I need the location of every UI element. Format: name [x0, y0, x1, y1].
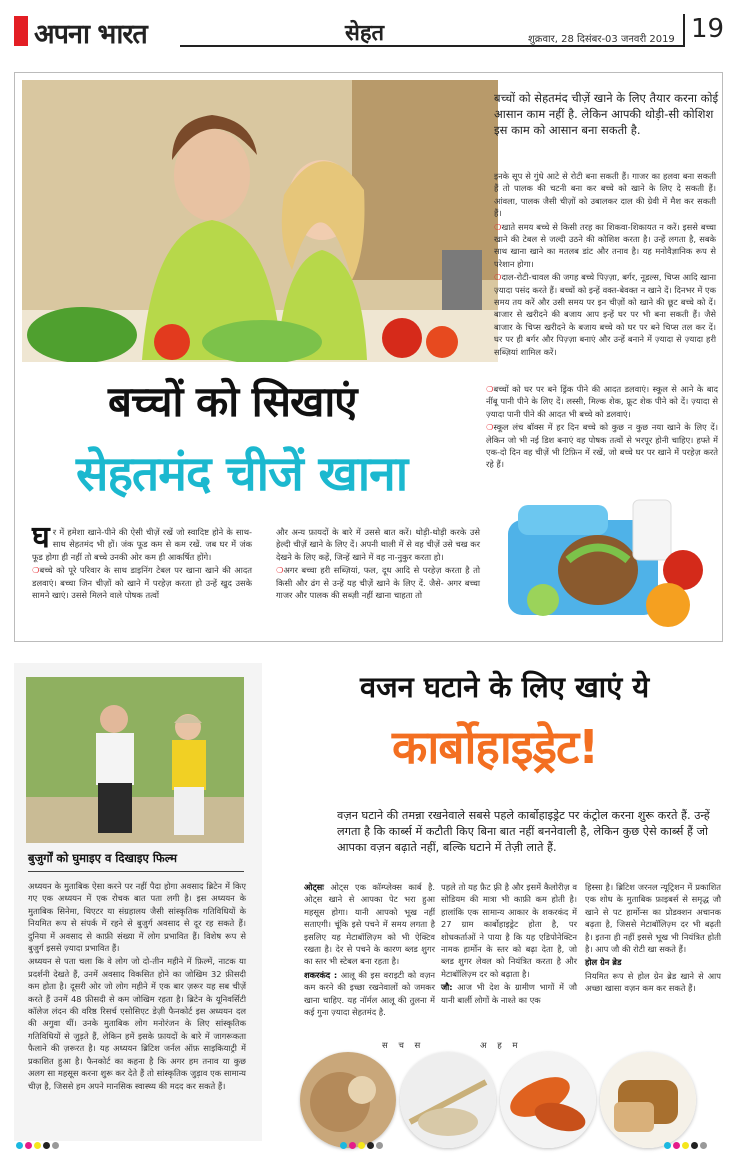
article1-paragraph: ❍बच्चों को घर पर बने ड्रिंक पीने की आदत डलवाएं। स्कूल से आने के बाद नींबू पानी पीने के लिए दें। लस्सी, मिल्क शेक, फ्रूट शेक पीने को दें। ज़्यादा से ज़्यादा पानी पीने की आदत भी बच्चे को डलवाएं।: [486, 384, 718, 419]
drop-cap: घ: [32, 520, 50, 555]
article1-paragraph: और अन्य फ़ायदों के बारे में उससे बात करें। थोड़ी-थोड़ी करके उसे हेल्दी चीज़ें खाने के लिए दें। अपनी थाली में से वह चीज़ें उसे चख कर देखने के लिए कहें, जिन्हें खाने में वह ना-नुकुर करता हो।: [276, 527, 480, 562]
sweet-potato-photo: [500, 1052, 596, 1148]
sidebar-subhead: बुजुर्गों को घुमाइए व दिखाइए फिल्म: [28, 851, 178, 865]
mother-daughter-photo: [22, 80, 498, 362]
issue-date: शुक्रवार, 28 दिसंबर-03 जनवरी 2019: [528, 34, 675, 45]
article1-paragraph: ❍बच्चे को पूरे परिवार के साथ डाइनिंग टेबल पर खाना खाने की आदत डलवाएं। बच्चा जिन चीज़ों को खाने में परहेज़ करता हो उन्हें खुद उसके सामने खाएं। उससे मिलने वाले पोषक तत्वों: [32, 565, 252, 601]
section-name: सेहत: [345, 20, 385, 46]
article2-headline-line2: कार्बोहाइड्रेट!: [392, 720, 599, 774]
article1-right-column-bottom: [486, 383, 718, 472]
article1-headline-line2: सेहतमंद चीजें खाना: [76, 446, 408, 502]
article1-paragraph: ❍अगर बच्चा हरी सब्ज़ियां, फल, दूध आदि से परहेज़ करता है तो किसी और ढंग से उन्हें यह चीज़ें खाने के लिए दें. जैसे- अगर बच्चा गाजर और पालक की सब्ज़ी नहीं खाना चाहता तो: [276, 565, 480, 601]
food-caption-2: अ ह म: [480, 1041, 522, 1051]
article1-paragraph: ❍स्कूल लंच बॉक्स में हर दिन बच्चे को कुछ न कुछ नया खाने के लिए दें। लेकिन जो भी नई डिश बनाएं वह पोषक तत्वों से भरपूर होनी चाहिए। हफ्ते में एक-दो दिन वह चीज़ें भी टिफ़िन में रखें, जो बच्चे घर पर खाने में परहेज़ करते रहे हैं।: [486, 422, 718, 470]
sidebar-text: [28, 880, 246, 1093]
article2-column-2: [441, 881, 577, 1007]
sidebar-paragraph: अध्ययन के मुताबिक ऐसा करने पर नहीं पैदा होगा अवसाद ब्रिटेन में किए गए एक अध्ययन में एक रोचक बात पता लगी है। इस अध्ययन के मुताबिक सिनेमा, थिएटर या संग्रहालय जैसी सांस्कृतिक गतिविधियों के नियमित रूप से संपर्क में रहने से बुजुर्ग अवसाद से दूर रह सकते हैं। दुनिया में अवसाद से काफ़ी संख्या में लोग प्रभावित हैं। विशेष रूप से बुजुर्ग इससे ज़्यादा प्रभावित हैं।: [28, 881, 246, 954]
article2-paragraph: ओट्सः ओट्स एक कॉम्प्लेक्स कार्ब है. ओट्स खाने से आपका पेट भरा हुआ महसूस होगा। यानी आपको भूख नहीं सताएगी। चूंकि इसे पचने में समय लगता है इसलिए यह मेटाबॉलिज़्म को भी ऐक्टिव रखता है। देर से पचने के कारण ब्लड शुगर का स्तर भी स्टेबल बना रहता है।: [304, 882, 436, 967]
lunchbox-photo: [498, 490, 720, 640]
masthead-brand: अपना भारत: [34, 19, 147, 50]
registration-marks: [340, 1142, 383, 1149]
article1-paragraph: ❍खाते समय बच्चे से किसी तरह का शिकवा-शिकायत न करें। इससे बच्चा खाने की टेबल से जल्दी उठने की कोशिश करता है। उन्हें लगता है, सबके साथ खाना खाने का मतलब डांट और तनाव है। यह मनोवैज्ञानिक रूप से परेशान होगा।: [494, 221, 716, 269]
bullet-icon: ❍: [494, 272, 502, 283]
bullet-icon: ❍: [486, 422, 494, 433]
bullet-icon: ❍: [486, 384, 494, 394]
bullet-icon: ❍: [276, 565, 284, 576]
article2-paragraph: नियमित रूप से होल ग्रेन ब्रेड खाने से आप अच्छा खासा वज़न कम कर सकते हैं।: [585, 970, 721, 994]
page-number: 19: [691, 14, 725, 44]
article2-paragraph: हिस्सा है। ब्रिटिश जरनल न्यूट्रिशन में प्रकाशित एक शोध के मुताबिक फ़ाइबर्स से समृद्ध जौ खाने से पट हार्मोन्स का प्रोडक्शन अचानक बढ़ता है, जिससे मेटाबॉलिज़्म दर भी बढ़ती है। इतना ही नहीं इससे भूख भी नियंत्रित होती है। आप जौ की रोटी खा सकते हैं।: [585, 882, 721, 955]
bullet-icon: ❍: [32, 565, 40, 576]
header-divider: [683, 14, 685, 46]
page-header: [0, 0, 737, 52]
food-caption-1: स च स: [382, 1041, 425, 1051]
brand-red-block: [14, 16, 28, 46]
bullet-icon: ❍: [494, 221, 502, 232]
oats-photo: [300, 1052, 396, 1148]
article1-paragraph: इनके सूप से गुंधे आटे से रोटी बना सकती हैं। गाजर का हलवा बना सकती हैं तो पालक की चटनी बना कर बच्चे को खाने के लिए दे सकती हैं। आंवला, पालक जैसी चीज़ों को उबालकर दाल की ग्रेवी में मैश कर सकती हैं।: [494, 171, 716, 219]
article1-paragraph: घर में हमेशा खाने-पीने की ऐसी चीज़ें रखें जो स्वादिष्ट होने के साथ-साथ सेहतमंद भी हों। जंक फूड कम से कम रखें. जब घर में जंक फूड होगा ही नहीं तो बच्चे उनकी ओर कम ही आकर्षित होंगे।: [32, 520, 252, 562]
article2-column-1: [304, 881, 435, 1019]
article2-lede: वज़न घटाने की तमन्ना रखनेवाले सबसे पहले कार्बोहाइड्रेट पर कंट्रोल करना शुरू करते हैं. उन्हें लगता है कि कार्ब्स में कटौती किए बिना बात नहीं बननेवाली है, लेकिन कुछ ऐसे कार्ब्स हैं जो आपका वज़न बढ़ाते नहीं, बल्कि घटाने में तेज़ी लाते हैं.: [337, 809, 710, 854]
article2-paragraph: पहले तो यह फ़ैट फ़्री है और इसमें कैलोरीज़ व सोडियम की मात्रा भी काफ़ी कम होती है। हालांकि एक सामान्य आकार के शकरकंद में 27 ग्राम कार्बोहाइड्रेट होता है, पर शोधकर्ताओं ने पाया है कि यह एडिपोनेक्टिन नामक हार्मोन के स्तर को बढ़ा देता है, जो ब्लड शुगर लेवल को नियंत्रित करता है और मेटाबॉलिज़्म दर को बढ़ाता है।: [441, 882, 577, 979]
article2-paragraph: शकरकंद : आलू की इस वराइटी को वज़न कम करने की इच्छा रखनेवालों को जमकर खाना चाहिए. यह नॉर्मल आलू की तुलना में कई गुना ज़्यादा सेहतमंद है.: [304, 969, 435, 1018]
registration-marks: [16, 1142, 59, 1149]
article1-headline-line1: बच्चों को सिखाएं: [108, 377, 357, 426]
article2-paragraph: होल ग्रेन ब्रेड: [585, 957, 622, 968]
registration-marks: [664, 1142, 707, 1149]
article2-column-3: [585, 881, 721, 996]
article2-paragraph: जौ: आज भी देश के ग्रामीण भागों में जौ यानी बार्ली लोगों के नाश्ते का एक: [441, 982, 577, 1005]
elderly-couple-photo: [26, 677, 244, 843]
header-rule: [180, 45, 685, 47]
sidebar-rule: [28, 871, 244, 872]
article1-bottom-column-2: [276, 526, 480, 602]
barley-photo: [400, 1052, 496, 1148]
article1-right-column-top: [494, 170, 716, 359]
article1-paragraph: ❍दाल-रोटी-चावल की जगह बच्चे पिज़्ज़ा, बर्गर, नूडल्स, चिप्स आदि खाना ज़्यादा पसंद करते हैं। बच्चों को इन्हें वक्त-बेवक्त न खाने दें। दिनभर में एक समय तय करें और उसी समय पर इन चीज़ों को खाने की छूट बच्चे को दें। बाजार से खरीदने की बजाय आप इन्हें घर पर भी बना सकती हैं। जैसे बाजार के चिप्स खरीदने के बजाय बच्चे को घर पर बने चिप्स तल कर दें। घर पर ही बर्गर और पिज़्ज़ा बनाएं और उन्हें बनाने में ज़्यादा से ज़्यादा हरी सब्ज़ियां शामिल करें।: [494, 272, 716, 357]
sidebar-paragraph: अध्ययन से पता चला कि वे लोग जो दो-तीन महीने में फ़िल्में, नाटक या प्रदर्शनी देखते हैं, उनमें अवसाद विकसित होने का जोखिम 32 फ़ीसदी कम होता है। दूसरी ओर जो लोग महीने में एक बार ज़रूर यह सब चीज़ें करते हैं उनमें 48 फ़ीसदी से कम जोखिम रहता है। ब्रिटेन के यूनिवर्सिटी कॉलेज लंदन की वरिष्ठ रिसर्च एसोसिएट डेज़ी फैनकोर्ट इस अध्ययन दल की अगुवा थीं। उनके मुताबिक लोग मनोरंजन के लिए सांस्कृतिक गतिविधियों से जुड़ते हैं, लेकिन हमें इसके फ़ायदों के बारे में जागरूकता फैलाने की ज़रूरत है। यह अध्ययन ब्रिटिश जर्नल ऑफ़ साइकियाट्री में प्रकाशित हुआ है। फैनकोर्ट का कहना है कि अगर हम तनाव या कुछ अलग सा महसूस करना शुरू कर देते हैं तो सांस्कृतिक जुड़ाव एक सामान्य चीज़ है, जिससे हम अपने मानसिक स्वास्थ्य की मदद कर सकते हैं।: [28, 956, 246, 1091]
wholegrain-bread-photo: [600, 1052, 696, 1148]
article1-bottom-column-1: [32, 520, 252, 602]
article2-headline-line1: वजन घटाने के लिए खाएं ये: [360, 670, 650, 704]
article1-intro: बच्चों को सेहतमंद चीज़ें खाने के लिए तैयार करना कोई आसान काम नहीं है. लेकिन आपकी थोड़ी-सी कोशिश इस काम को आसान बना सकती है.: [494, 91, 719, 137]
